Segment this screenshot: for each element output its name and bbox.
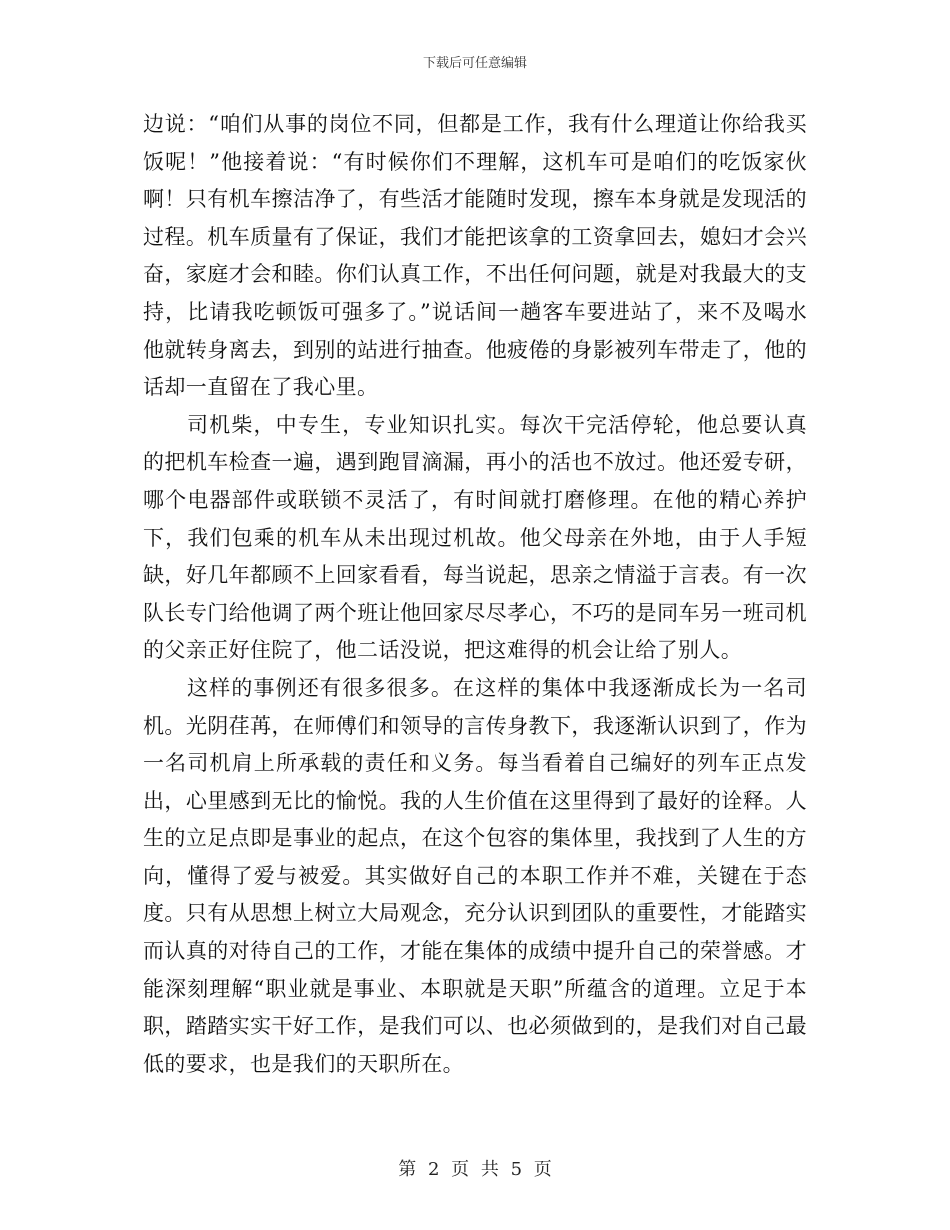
- paragraph-driver-chai: 司机柴，中专生，专业知识扎实。每次干完活停轮，他总要认真的把机车检查一遍，遇到跑冒滴漏，再小的活也不放过。他还爱专研，哪个电器部件或联锁不灵活了，有时间就打磨修理。在他的精心养护下，我们包乘的机车从未出现过机故。他父母亲在外地，由于人手短缺，好几年都顾不上回家看看，每当说起，思亲之情溢于言表。有一次队长专门给他调了两个班让他回家尽尽孝心，不巧的是同车另一班司机的父亲正好住院了，他二话没说，把这难得的机会让给了别人。: [143, 412, 807, 663]
- paragraph-conclusion: 这样的事例还有很多很多。在这样的集体中我逐渐成长为一名司机。光阴荏苒，在师傅们和领导的言传身教下，我逐渐认识到了，作为一名司机肩上所承载的责任和义务。每当看着自己编好的列车正点发出，心里感到无比的愉悦。我的人生价值在这里得到了最好的诠释。人生的立足点即是事业的起点，在这个包容的集体里，我找到了人生的方向，懂得了爱与被爱。其实做好自己的本职工作并不难，关键在于态度。只有从思想上树立大局观念，充分认识到团队的重要性，才能踏实而认真的对待自己的工作，才能在集体的成绩中提升自己的荣誉感。才能深刻理解“职业就是事业、本职就是天职”所蕴含的道理。立足于本职，踏踏实实干好工作，是我们可以、也必须做到的，是我们对自己最低的要求，也是我们的天职所在。: [143, 675, 807, 1076]
- page-header: 下载后可任意编辑: [422, 56, 527, 71]
- paragraph-continuation: 边说：“咱们从事的岗位不同，但都是工作，我有什么理道让你给我买饭呢！”他接着说：“有时候你们不理解，这机车可是咱们的吃饭家伙啊！只有机车擦洁净了，有些活才能随时发现，擦车本身就是发现活的过程。机车质量有了保证，我们才能把该拿的工资拿回去，媳妇才会兴奋，家庭才会和睦。你们认真工作，不出任何问题，就是对我最大的支持，比请我吃顿饭可强多了。”说话间一趟客车要进站了，来不及喝水他就转身离去，到别的站进行抽查。他疲倦的身影被列车带走了，他的话却一直留在了我心里。: [143, 112, 807, 400]
- document-body: [143, 106, 807, 1083]
- page-number-footer: 第 2 页 共 5 页: [398, 1159, 552, 1180]
